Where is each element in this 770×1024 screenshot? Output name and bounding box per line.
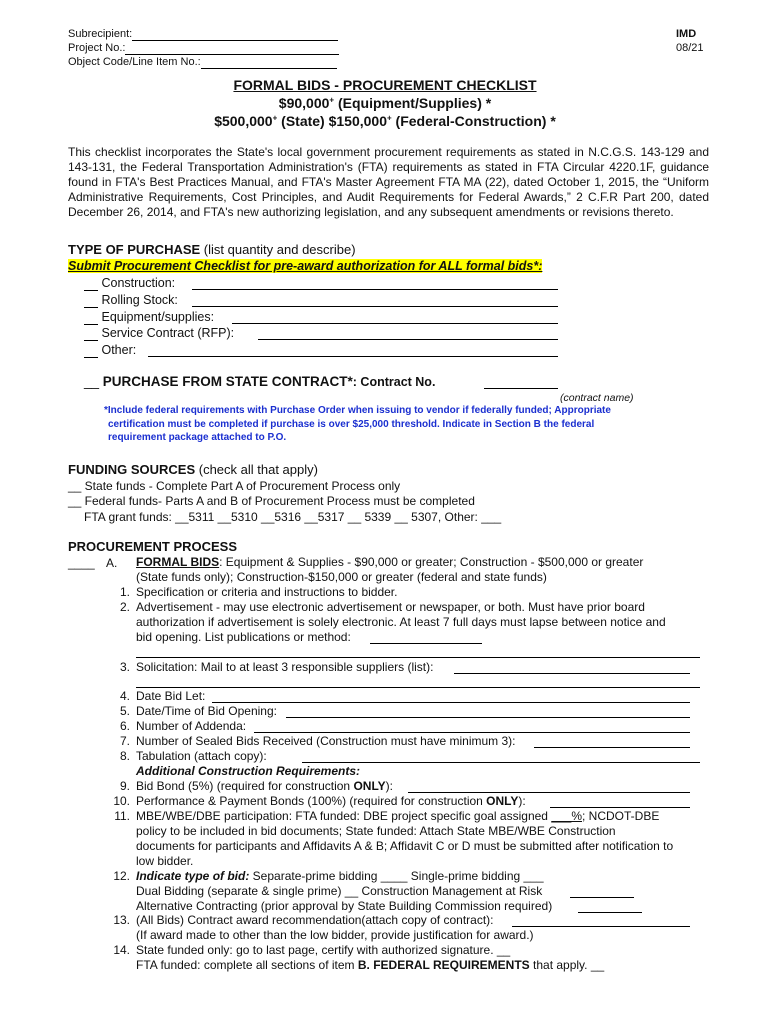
- form-code: IMD: [676, 28, 697, 40]
- checkbox-line[interactable]: [84, 279, 98, 291]
- process-item-8: 8. Tabulation (attach copy):: [119, 749, 267, 763]
- funding-heading-text: FUNDING SOURCES: [68, 462, 196, 477]
- process-item-11-text: MBE/WBE/DBE participation: FTA funded: DBE project specific goal assigned: [136, 809, 552, 823]
- publications-fill-line-2[interactable]: [136, 656, 700, 658]
- process-item-11-end: ; NCDOT-DBE: [582, 809, 660, 823]
- purchase-item-label: Equipment/supplies:: [101, 310, 215, 324]
- process-item-12: 12. Indicate type of bid: Separate-prime bidding ____ Single-prime bidding ___: [113, 869, 544, 883]
- formal-bids-label: FORMAL BIDS: [136, 555, 220, 569]
- other-fill-line[interactable]: [148, 355, 558, 357]
- title-threshold-2a: $500,000: [214, 113, 273, 129]
- contract-name-note: (contract name): [560, 392, 634, 404]
- funding-state[interactable]: __ State funds - Complete Part A of Procurement Process only: [68, 479, 401, 493]
- checkbox-line[interactable]: [84, 346, 98, 358]
- state-contract-note-2: certification must be completed if purchase is over $25,000 threshold. Indicate in Section B the federal: [108, 419, 595, 430]
- process-a-check[interactable]: ____: [68, 556, 95, 570]
- object-code-field: [68, 56, 337, 69]
- purchase-heading: [68, 242, 356, 258]
- federal-requirements-ref: B. FEDERAL REQUIREMENTS: [357, 958, 530, 972]
- contract-no-label: : Contract No.: [352, 375, 436, 389]
- tabulation-fill-line[interactable]: [302, 761, 700, 763]
- state-contract-line: [84, 374, 435, 390]
- contract-award-fill-line[interactable]: [512, 925, 690, 927]
- purchase-instruction: [68, 258, 542, 274]
- purchase-item-label: Construction:: [101, 276, 176, 290]
- process-item-13-line-2: (If award made to other than the low bidder, provide justification for award.): [136, 928, 534, 942]
- state-contract-check[interactable]: __: [84, 374, 103, 389]
- process-item-1-text: Specification or criteria and instructions to bidder.: [136, 585, 398, 599]
- process-item-12-line-3: Alternative Contracting (prior approval by State Building Commission required): [136, 899, 553, 913]
- state-contract-note-1: *Include federal requirements with Purchase Order when issuing to vendor if federally funded; Appropriate: [104, 405, 611, 416]
- performance-bonds-fill-line[interactable]: [550, 806, 690, 808]
- purchase-instruction-text: Submit Procurement Checklist for pre-award authorization for ALL formal bids*:: [68, 259, 543, 273]
- sealed-bids-fill-line[interactable]: [534, 746, 690, 748]
- process-item-9-text: Bid Bond (5%) (required for construction: [136, 779, 354, 793]
- contract-no-fill-line[interactable]: [484, 387, 558, 389]
- dbe-goal-field[interactable]: ___%: [551, 809, 583, 823]
- process-item-3-text: Solicitation: Mail to at least 3 responsible suppliers (list):: [136, 660, 434, 674]
- process-item-10-text: Performance & Payment Bonds (100%) (required for construction: [136, 794, 487, 808]
- funding-heading-note: (check all that apply): [195, 462, 318, 477]
- cm-at-risk-fill-line[interactable]: [570, 896, 634, 898]
- rolling-stock-fill-line[interactable]: [192, 305, 558, 307]
- publications-fill-line[interactable]: [370, 642, 482, 644]
- process-a-letter: A.: [106, 556, 118, 570]
- process-item-13: 13. (All Bids) Contract award recommendation(attach copy of contract):: [113, 913, 494, 927]
- process-item-6-text: Number of Addenda:: [136, 719, 247, 733]
- process-heading: PROCUREMENT PROCESS: [68, 539, 238, 554]
- process-item-4-text: Date Bid Let:: [136, 689, 206, 703]
- process-item-14-line-2: [136, 958, 604, 973]
- process-item-3: 3. Solicitation: Mail to at least 3 responsible suppliers (list):: [119, 660, 434, 674]
- alt-contracting-fill-line[interactable]: [578, 911, 642, 913]
- purchase-item-label: Rolling Stock:: [101, 293, 178, 307]
- subrecipient-label: Subrecipient:: [68, 28, 133, 40]
- subrecipient-input-line[interactable]: [132, 29, 338, 41]
- title-sup-1: +: [329, 95, 335, 105]
- object-code-label: Object Code/Line Item No.:: [68, 56, 201, 68]
- process-item-14-text: State funded only: go to last page, certify with authorized signature. __: [136, 943, 511, 957]
- service-contract-fill-line[interactable]: [258, 338, 558, 340]
- process-item-9: 9. Bid Bond (5%) (required for construction ONLY):: [119, 779, 394, 793]
- process-item-1: 1. Specification or criteria and instructions to bidder.: [119, 585, 398, 599]
- subrecipient-field: [68, 28, 338, 41]
- process-item-2-line-3: bid opening. List publications or method:: [136, 630, 351, 644]
- construction-fill-line[interactable]: [192, 288, 558, 290]
- process-item-2-line-2: authorization if advertisement is solely electronic. At least 7 full days must lapse between notice and: [136, 615, 666, 629]
- addenda-fill-line[interactable]: [254, 731, 690, 733]
- checkbox-line[interactable]: [84, 296, 98, 308]
- process-item-2: 2. Advertisement - may use electronic advertisement or newspaper, or both. Must have prior board: [119, 600, 645, 614]
- project-input-line[interactable]: [125, 43, 339, 55]
- funding-heading: [68, 462, 318, 478]
- process-item-10-only: ONLY: [486, 794, 519, 808]
- title-sup-3: +: [387, 113, 392, 123]
- process-item-14-text-a: FTA funded: complete all sections of item: [136, 958, 358, 972]
- checkbox-line[interactable]: [84, 313, 98, 325]
- purchase-item-rolling-stock[interactable]: [84, 292, 178, 308]
- process-item-14-text-c: that apply. __: [529, 958, 605, 972]
- process-item-9-only: ONLY: [353, 779, 386, 793]
- process-item-13-text: (All Bids) Contract award recommendation(attach copy of contract):: [136, 913, 494, 927]
- funding-federal[interactable]: __ Federal funds- Parts A and B of Procurement Process must be completed: [68, 494, 475, 508]
- construction-requirements-heading: Additional Construction Requirements:: [136, 764, 361, 778]
- process-item-9-end: ):: [385, 779, 394, 793]
- state-contract-heading: PURCHASE FROM STATE CONTRACT*: [102, 374, 353, 389]
- process-a-line-1: [136, 555, 643, 570]
- date-bid-let-fill-line[interactable]: [212, 701, 690, 703]
- process-item-7: 7. Number of Sealed Bids Received (Construction must have minimum 3):: [119, 734, 516, 748]
- formal-bids-text: : Equipment & Supplies - $90,000 or greater; Construction - $500,000 or greater: [219, 555, 644, 569]
- title-threshold-1a: $90,000: [278, 95, 330, 111]
- process-item-2-text: Advertisement - may use electronic advertisement or newspaper, or both. Must have prior board: [136, 600, 645, 614]
- process-item-4: 4. Date Bid Let:: [119, 689, 206, 703]
- process-a-line-2: (State funds only); Construction-$150,000 or greater (federal and state funds): [136, 570, 547, 584]
- equipment-fill-line[interactable]: [232, 322, 558, 324]
- process-item-14: 14. State funded only: go to last page, certify with authorized signature. __: [113, 943, 511, 957]
- process-item-12-line-2: Dual Bidding (separate & single prime) __ Construction Management at Risk: [136, 884, 543, 898]
- purchase-heading-note: (list quantity and describe): [200, 242, 356, 257]
- bid-bond-fill-line[interactable]: [408, 791, 690, 793]
- process-item-8-text: Tabulation (attach copy):: [136, 749, 267, 763]
- process-item-12-text: Separate-prime bidding ____ Single-prime bidding ___: [249, 869, 544, 883]
- title-threshold-line-2: [0, 113, 770, 129]
- project-label: Project No.:: [68, 42, 126, 54]
- purchase-item-label: Other:: [101, 343, 137, 357]
- process-item-10-end: ):: [518, 794, 526, 808]
- title-threshold-1b: (Equipment/Supplies) *: [334, 95, 492, 111]
- state-contract-note-3: requirement package attached to P.O.: [108, 432, 287, 443]
- title-sup-2: +: [272, 113, 278, 123]
- bid-opening-fill-line[interactable]: [286, 716, 690, 718]
- solicitation-fill-line-2[interactable]: [136, 686, 700, 688]
- intro-paragraph: This checklist incorporates the State's local government procurement requirements as stated in N.C.G.S. 143-129 and 143-131, the Federal Transportation Administration's (FTA) requirements as stated in FTA Circular 4220.1F, guidance found in FTA's Best Practices Manual, and FTA's Master Agreement FTA MA (22), dated October 1, 2015, the “Uniform Administrative Requirements, Cost Principles, and Audit Requirements for Federal Awards,” 2 C.F.R Part 200, dated December 26, 2014, and FTA's new authorizing legislation, and any subsequent amendments or revisions thereto.: [68, 145, 709, 219]
- funding-grant[interactable]: FTA grant funds: __5311 __5310 __5316 __5317 __ 5339 __ 5307, Other: ___: [84, 510, 502, 524]
- process-item-7-text: Number of Sealed Bids Received (Construction must have minimum 3):: [136, 734, 516, 748]
- page-title: FORMAL BIDS - PROCUREMENT CHECKLIST: [233, 77, 537, 93]
- solicitation-fill-line[interactable]: [454, 672, 690, 674]
- title-threshold-2c: (Federal-Construction) *: [391, 113, 556, 129]
- object-code-input-line[interactable]: [201, 57, 337, 69]
- purchase-heading-text: TYPE OF PURCHASE: [68, 242, 201, 257]
- checkbox-line[interactable]: [84, 329, 98, 341]
- purchase-item-construction[interactable]: [84, 275, 175, 291]
- title-threshold-line-1: [0, 95, 770, 111]
- title-threshold-2b: (State) $150,000: [277, 113, 387, 129]
- purchase-item-other[interactable]: [84, 342, 136, 358]
- form-date: 08/21: [676, 42, 704, 54]
- purchase-item-service-contract[interactable]: [84, 325, 234, 341]
- purchase-item-label: Service Contract (RFP):: [101, 326, 235, 340]
- process-item-10: 10. Performance & Payment Bonds (100%) (required for construction ONLY):: [113, 794, 526, 808]
- process-item-11: 11. MBE/WBE/DBE participation: FTA funded: DBE project specific goal assigned ___%; NCDOT-DBE: [114, 809, 660, 823]
- process-item-6: 6. Number of Addenda:: [119, 719, 247, 733]
- process-item-11-line-2: policy to be included in bid documents; State funded: Attach State MBE/WBE Construction: [136, 824, 616, 838]
- process-item-5-text: Date/Time of Bid Opening:: [136, 704, 277, 718]
- process-item-5: 5. Date/Time of Bid Opening:: [119, 704, 277, 718]
- purchase-item-equipment[interactable]: [84, 309, 214, 325]
- project-field: [68, 42, 339, 55]
- process-item-11-line-4: low bidder.: [136, 854, 194, 868]
- bid-type-label: Indicate type of bid:: [136, 869, 250, 883]
- process-item-11-line-3: documents for participants and Affidavits A & B; Affidavit C or D must be submitted after notification to: [136, 839, 674, 853]
